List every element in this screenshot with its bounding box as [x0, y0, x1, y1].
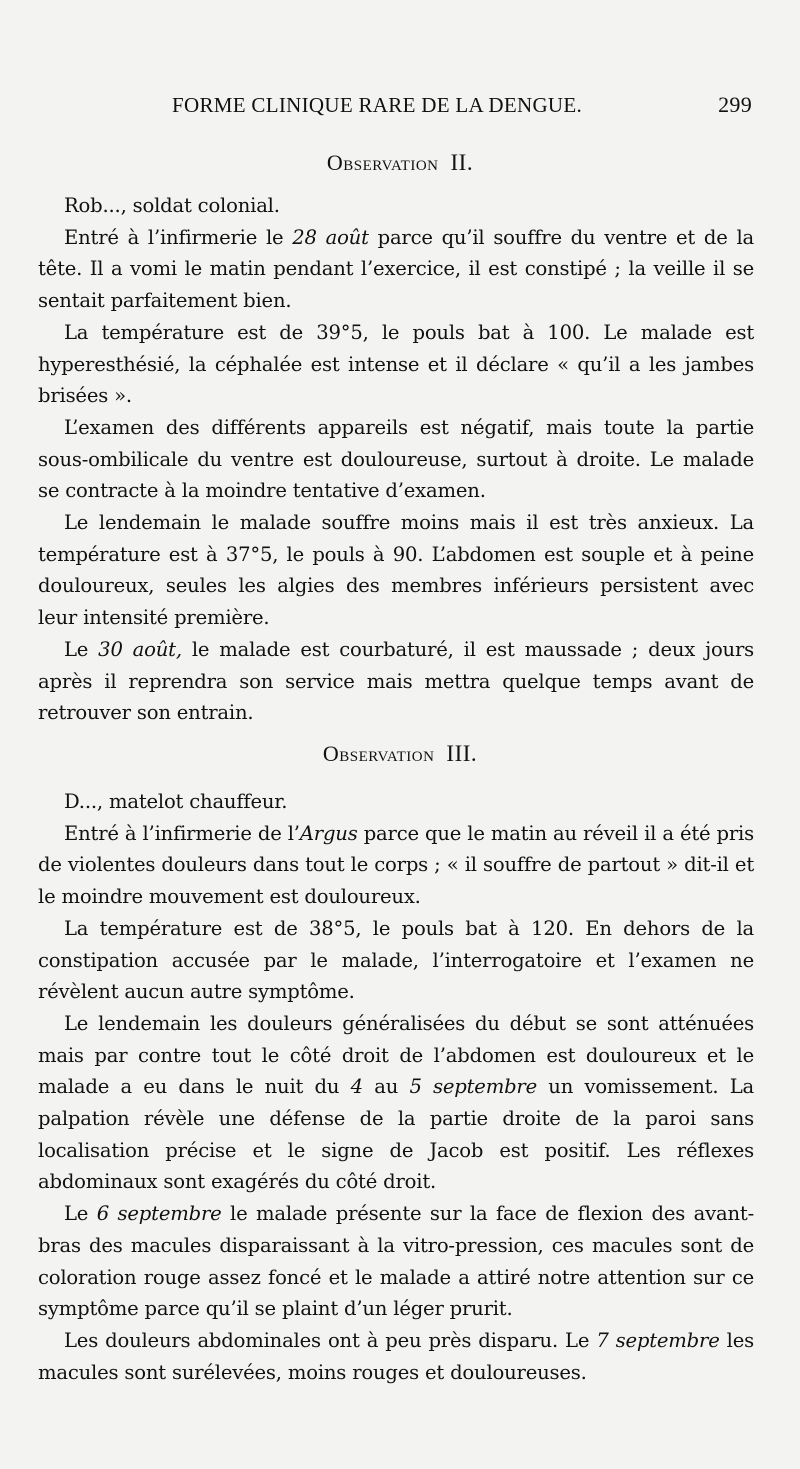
running-title: FORME CLINIQUE RARE DE LA DENGUE.: [172, 93, 583, 117]
paragraph: [38, 1008, 754, 1198]
paragraph: [38, 913, 754, 1008]
paragraph-text: D..., matelot chauffeur.: [64, 790, 288, 813]
italic-text: 5 septembre: [409, 1075, 537, 1099]
italic-text: 28 août: [292, 225, 369, 249]
paragraph-text: Le: [64, 1202, 97, 1226]
italic-text: 7 septembre: [596, 1328, 720, 1352]
paragraph-text: les macules sont surélevées, moins rouges et douloureuses.: [38, 1328, 754, 1384]
observation-2-label: Observation: [326, 150, 439, 175]
paragraph: [38, 222, 754, 317]
paragraph-text: Les douleurs abdominales ont à peu près disparu. Le: [64, 1328, 597, 1352]
paragraph-text: Entré à l’infirmerie le: [64, 225, 293, 249]
paragraph: [38, 190, 754, 222]
running-header: [150, 92, 752, 122]
paragraph-text: L’examen des différents appareils est négatif, mais toute la partie sous-ombilicale du ventre est douloureuse, surtout à droite. Le malade se contracte à la moindre tentative d’examen.: [38, 415, 754, 503]
paragraph: [38, 1198, 754, 1325]
paragraph: [38, 412, 754, 507]
observation-3-number: III.: [446, 741, 478, 766]
observation-3-body: [38, 786, 754, 1388]
paragraph: [38, 818, 754, 913]
paragraph: [38, 634, 754, 729]
paragraph: [38, 507, 754, 634]
paragraph-text: Le: [64, 637, 99, 661]
paragraph-text: au: [362, 1075, 410, 1099]
paragraph-text: La température est de 38°5, le pouls bat à 120. En dehors de la constipation accusée par le malade, l’interrogatoire et l’examen ne révèlent aucun autre symptôme.: [38, 916, 754, 1004]
observation-2-number: II.: [450, 150, 474, 175]
paragraph: [38, 1325, 754, 1388]
observation-2-title: [0, 150, 800, 176]
paragraph: [38, 317, 754, 412]
page-number: 299: [718, 92, 752, 117]
observation-3-label: Observation: [322, 741, 435, 766]
paragraph-text: parce qu’il souffre du ventre et de la tête. Il a vomi le matin pendant l’exercice, il est constipé ; la veille il se sentait parfaitement bien.: [38, 225, 754, 313]
paragraph-text: Entré à l’infirmerie de l’: [64, 821, 300, 845]
paragraph-text: Le lendemain les douleurs généralisées du début se sont atténuées mais par contre tout le côté droit de l’abdomen est douloureux et le malade a eu dans le nuit du: [38, 1011, 754, 1099]
italic-text: 30 août,: [98, 637, 182, 661]
observation-2-body: [38, 190, 754, 729]
paragraph-text: le malade est courbaturé, il est maussade ; deux jours après il reprendra son service mais mettra quelque temps avant de retrouver son entrain.: [38, 637, 754, 725]
italic-text: 6 septembre: [96, 1202, 222, 1226]
paragraph-text: parce que le matin au réveil il a été pris de violentes douleurs dans tout le corps ; « il souffre de partout » dit-il et le moindre mouvement est douloureux.: [38, 821, 754, 909]
paragraph-text: Le lendemain le malade souffre moins mais il est très anxieux. La température est à 37°5, le pouls à 90. L’abdomen est souple et à peine douloureux, seules les algies des membres inférieurs persistent avec leur intensité première.: [38, 511, 754, 630]
paragraph-text: Rob..., soldat colonial.: [64, 194, 280, 217]
italic-text: 4: [350, 1075, 363, 1099]
observation-3-title: [0, 741, 800, 767]
paragraph-text: La température est de 39°5, le pouls bat à 100. Le malade est hyperesthésié, la céphalée est intense et il déclare « qu’il a les jambes brisées ».: [38, 320, 754, 408]
paragraph-text: un vomissement. La palpation révèle une défense de la partie droite de la paroi sans localisation précise et le signe de Jacob est positif. Les réflexes abdominaux sont exagérés du côté droit.: [38, 1075, 754, 1194]
italic-text: Argus: [299, 821, 358, 845]
paragraph-text: le malade présente sur la face de flexion des avant-bras des macules disparaissant à la vitro-pression, ces macules sont de coloration rouge assez foncé et le malade a attiré notre attention sur ce symptôme parce qu’il se plaint d’un léger prurit.: [38, 1202, 754, 1321]
paragraph: [38, 786, 754, 818]
